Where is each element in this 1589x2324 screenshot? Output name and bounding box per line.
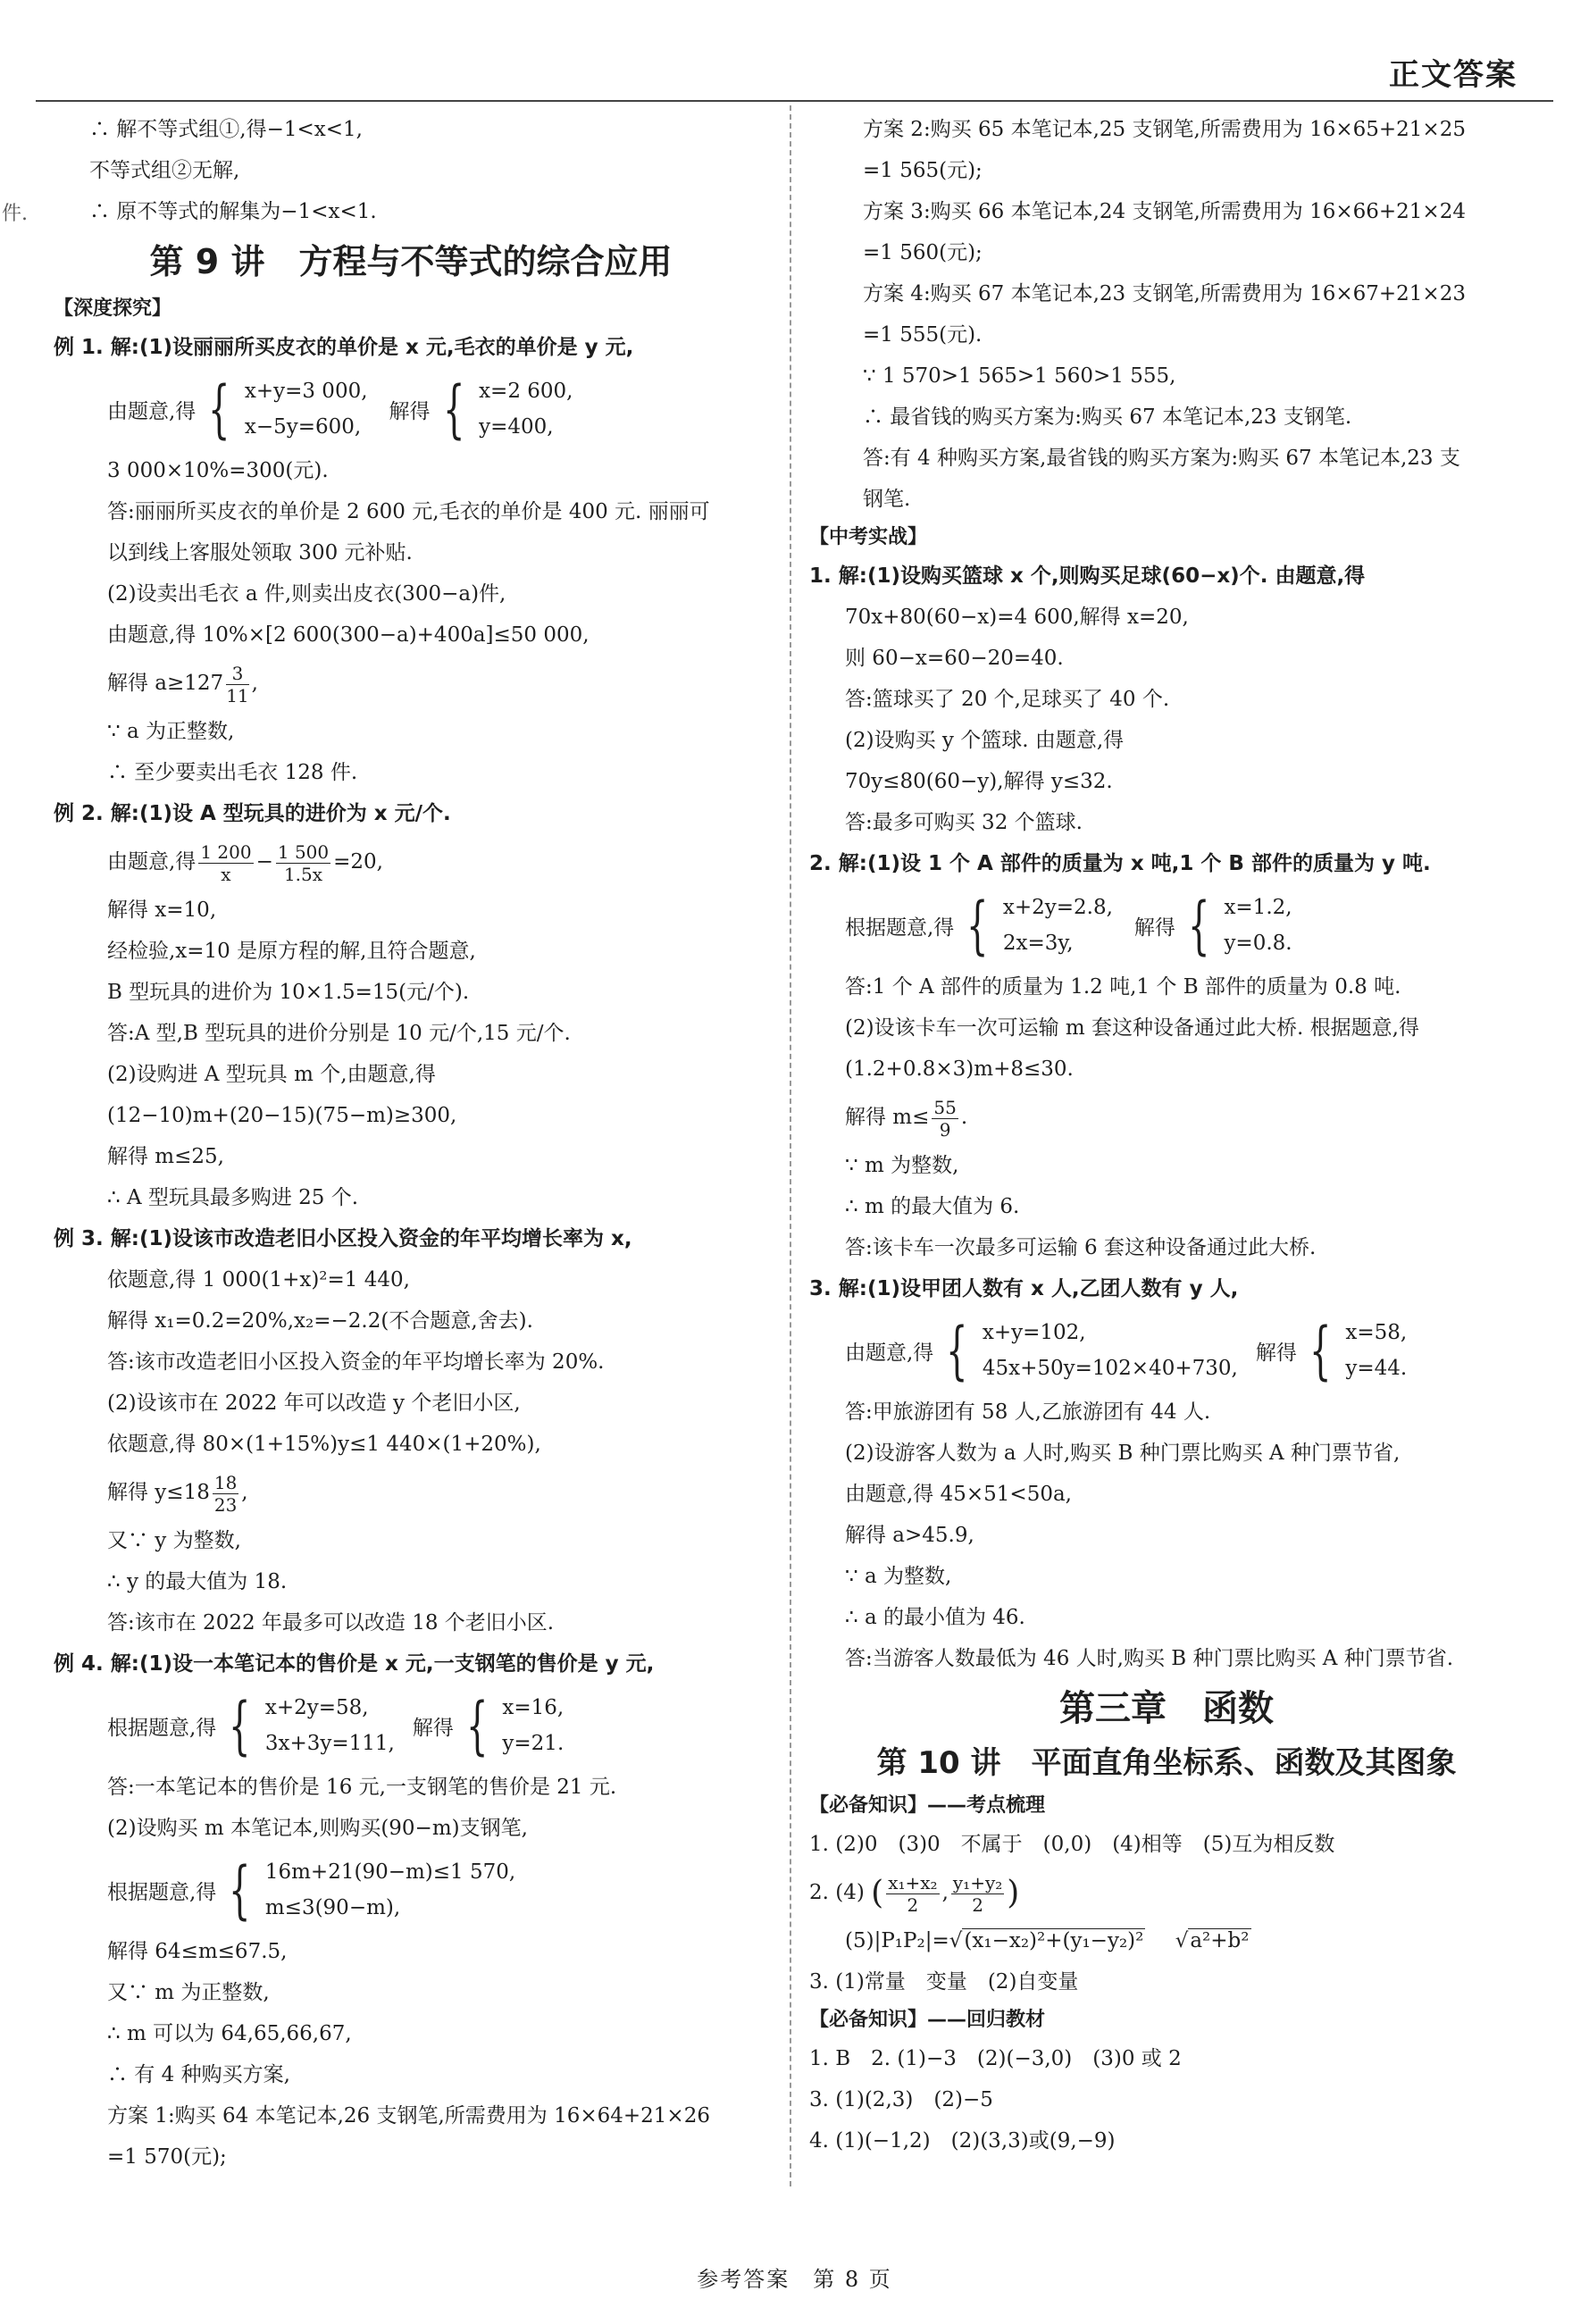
question-3-line: 答:当游客人数最低为 46 人时,购买 B 种门票比购买 A 种门票节省. — [845, 1647, 1454, 1670]
question-1-line: (2)设购买 y 个篮球. 由题意,得 — [845, 729, 1125, 752]
plan-line: 方案 3:购买 66 本笔记本,24 支钢笔,所需费用为 16×66+21×24 — [863, 200, 1466, 223]
example-4-line: 又∵ m 为正整数, — [107, 1981, 270, 2004]
example-4-line: 答:一本笔记本的售价是 16 元,一支钢笔的售价是 21 元. — [107, 1776, 617, 1799]
lecture-9-title: 第 9 讲 方程与不等式的综合应用 — [149, 242, 673, 281]
question-3-line: 答:甲旅游团有 58 人,乙旅游团有 44 人. — [845, 1400, 1211, 1424]
example-4-line: (2)设购买 m 本笔记本,则购买(90−m)支钢笔, — [107, 1817, 528, 1840]
example-3-fraction-line: 解得 y≤18 $\frac{18}{23}$ , — [107, 1471, 248, 1516]
example-3-line: (2)设该市在 2022 年可以改造 y 个老旧小区, — [107, 1392, 521, 1415]
example-4-inequality-system: 根据题意,得 { 16m+21(90−m)≤1 570, m≤3(90−m), — [107, 1853, 516, 1927]
plan-line: ∵ 1 570>1 565>1 560>1 555, — [863, 364, 1176, 388]
plan-line: 方案 2:购买 65 本笔记本,25 支钢笔,所需费用为 16×65+21×25 — [863, 118, 1466, 141]
question-2-line: (1.2+0.8×3)m+8≤30. — [845, 1058, 1074, 1081]
example-2-line: 解得 x=10, — [107, 899, 217, 922]
chapter-3-title: 第三章 函数 — [1059, 1688, 1274, 1729]
question-3-line: (2)设游客人数为 a 人时,购买 B 种门票比购买 A 种门票节省, — [845, 1442, 1401, 1465]
question-1-line: 70y≤80(60−y),解得 y≤32. — [845, 770, 1113, 793]
example-2-line: 例 2. 解:(1)设 A 型玩具的进价为 x 元/个. — [54, 802, 451, 825]
plan-line: 答:有 4 种购买方案,最省钱的购买方案为:购买 67 本笔记本,23 支 — [863, 447, 1460, 470]
margin-fragment: 件. — [2, 203, 28, 225]
question-1-line: 答:篮球买了 20 个,足球买了 40 个. — [845, 688, 1170, 711]
plan-line: 钢笔. — [863, 488, 911, 511]
question-2-line: ∴ m 的最大值为 6. — [845, 1195, 1020, 1218]
page-footer: 参考答案 第 8 页 — [697, 2267, 892, 2292]
page-header-title: 正文答案 — [1389, 57, 1518, 93]
example-3-line: 例 3. 解:(1)设该市改造老旧小区投入资金的年平均增长率为 x, — [54, 1227, 632, 1250]
header-rule — [36, 100, 1553, 102]
example-3-line: 答:该市在 2022 年最多可以改造 18 个老旧小区. — [107, 1611, 555, 1634]
example-3-line: 答:该市改造老旧小区投入资金的年平均增长率为 20%. — [107, 1350, 605, 1374]
plan-line: =1 565(元); — [863, 159, 983, 182]
example-3-line: 依题意,得 80×(1+15%)y≤1 440×(1+20%), — [107, 1433, 541, 1456]
example-1-line: (2)设卖出毛衣 a 件,则卖出皮衣(300−a)件, — [107, 582, 506, 606]
question-3-line: ∵ a 为整数, — [845, 1565, 952, 1588]
example-2-line: B 型玩具的进价为 10×1.5=15(元/个). — [107, 981, 470, 1004]
example-1-fraction-line: 解得 a≥127 $\frac{3}{11}$ , — [107, 662, 258, 706]
example-1-line: ∵ a 为正整数, — [107, 720, 235, 743]
example-2-line: (2)设购进 A 型玩具 m 个,由题意,得 — [107, 1063, 436, 1086]
example-1-line: 答:丽丽所买皮衣的单价是 2 600 元,毛衣的单价是 400 元. 丽丽可 — [107, 500, 710, 523]
example-4-line: ∴ 有 4 种购买方案, — [107, 2063, 290, 2086]
question-3-line: 由题意,得 45×51<50a, — [845, 1483, 1072, 1506]
question-2-fraction-line: 解得 m≤ $\frac{55}{9}$ . — [845, 1096, 968, 1141]
question-3-system: 由题意,得 { x+y=102, 45x+50y=102×40+730, 解得 { x=58, y=44. — [845, 1314, 1408, 1387]
plan-line: =1 560(元); — [863, 241, 983, 264]
section-exam-practice: 【中考实战】 — [809, 526, 928, 548]
question-1-line: 答:最多可购买 32 个篮球. — [845, 811, 1083, 834]
example-4-line: ∴ m 可以为 64,65,66,67, — [107, 2022, 352, 2045]
right-column — [809, 109, 1524, 2161]
section-deep-explore: 【深度探究】 — [54, 297, 172, 320]
example-4-line: 例 4. 解:(1)设一本笔记本的售价是 x 元,一支钢笔的售价是 y 元, — [54, 1652, 655, 1676]
question-2-line: ∵ m 为整数, — [845, 1154, 959, 1177]
question-3-line: ∴ a 的最小值为 46. — [845, 1606, 1025, 1629]
question-2-line: 答:1 个 A 部件的质量为 1.2 吨,1 个 B 部件的质量为 0.8 吨. — [845, 975, 1401, 999]
knowledge-3: 3. (1)常量 变量 (2)自变量 — [809, 1970, 1079, 1994]
example-4-system: 根据题意,得 { x+2y=58, 3x+3y=111, 解得 { x=16, y=21. — [107, 1689, 565, 1762]
example-3-line: 又∵ y 为整数, — [107, 1529, 241, 1552]
knowledge-2: 2. (4) ( $\frac{\text{x₁+x₂}}{2}$ , $\frac{\text{y₁+y₂}}{2}$ ) — [809, 1871, 1020, 1916]
question-2-line: 答:该卡车一次最多可运输 6 套这种设备通过此大桥. — [845, 1236, 1317, 1259]
example-1-line: 3 000×10%=300(元). — [107, 459, 329, 482]
example-2-line: 答:A 型,B 型玩具的进价分别是 10 元/个,15 元/个. — [107, 1022, 571, 1045]
example-1-system: 由题意,得 { x+y=3 000, x−5y=600, 解得 { x=2 600, y=400, — [107, 372, 573, 446]
example-4-line: 方案 1:购买 64 本笔记本,26 支钢笔,所需费用为 16×64+21×26 — [107, 2104, 710, 2128]
example-2-line: ∴ A 型玩具最多购进 25 个. — [107, 1186, 359, 1209]
left-column — [54, 109, 768, 2178]
textbook-answer-3: 3. (1)(2,3) (2)−5 — [809, 2088, 993, 2111]
plan-line: ∴ 最省钱的购买方案为:购买 67 本笔记本,23 支钢笔. — [863, 405, 1352, 429]
example-3-line: ∴ y 的最大值为 18. — [107, 1570, 288, 1593]
example-1-line: ∴ 至少要卖出毛衣 128 件. — [107, 761, 358, 784]
intro-line: ∴ 原不等式的解集为−1<x<1. — [89, 200, 377, 223]
column-divider — [790, 105, 791, 2186]
question-3-line: 解得 a>45.9, — [845, 1524, 974, 1547]
example-2-line: (12−10)m+(20−15)(75−m)≥300, — [107, 1104, 457, 1127]
intro-line: ∴ 解不等式组①,得−1<x<1, — [89, 118, 363, 141]
example-3-line: 依题意,得 1 000(1+x)²=1 440, — [107, 1268, 410, 1292]
question-3-line: 3. 解:(1)设甲团人数有 x 人,乙团人数有 y 人, — [809, 1277, 1239, 1300]
section-back-to-textbook: 【必备知识】——回归教材 — [809, 2009, 1046, 2031]
question-1-line: 70x+80(60−x)=4 600,解得 x=20, — [845, 606, 1189, 629]
example-4-line: =1 570(元); — [107, 2145, 227, 2169]
example-1-line: 由题意,得 10%×[2 600(300−a)+400a]≤50 000, — [107, 623, 590, 647]
textbook-answer-1: 1. B 2. (1)−3 (2)(−3,0) (3)0 或 2 — [809, 2047, 1182, 2070]
example-2-line: 解得 m≤25, — [107, 1145, 224, 1168]
example-2-line: 经检验,x=10 是原方程的解,且符合题意, — [107, 940, 476, 963]
example-1-line: 以到线上客服处领取 300 元补贴. — [107, 541, 413, 564]
question-1-line: 则 60−x=60−20=40. — [845, 647, 1064, 670]
knowledge-1: 1. (2)0 (3)0 不属于 (0,0) (4)相等 (5)互为相反数 — [809, 1833, 1335, 1856]
question-2-system: 根据题意,得 { x+2y=2.8, 2x=3y, 解得 { x=1.2, y=0.8. — [845, 889, 1292, 962]
plan-line: 方案 4:购买 67 本笔记本,23 支钢笔,所需费用为 16×67+21×23 — [863, 282, 1466, 305]
example-3-line: 解得 x₁=0.2=20%,x₂=−2.2(不合题意,舍去). — [107, 1309, 533, 1333]
lecture-10-title: 第 10 讲 平面直角坐标系、函数及其图象 — [876, 1745, 1457, 1781]
question-2-line: 2. 解:(1)设 1 个 A 部件的质量为 x 吨,1 个 B 部件的质量为 y 吨. — [809, 852, 1431, 875]
example-2-equation: 由题意,得 $\frac{1 200}{x}$ − $\frac{1 500}{1.5x}$ =20, — [107, 840, 383, 885]
question-2-line: (2)设该卡车一次可运输 m 套这种设备通过此大桥. 根据题意,得 — [845, 1016, 1419, 1040]
intro-line: 不等式组②无解, — [89, 159, 240, 182]
question-1-line: 1. 解:(1)设购买篮球 x 个,则购买足球(60−x)个. 由题意,得 — [809, 564, 1366, 588]
section-essential-knowledge: 【必备知识】——考点梳理 — [809, 1794, 1046, 1817]
textbook-answer-4: 4. (1)(−1,2) (2)(3,3)或(9,−9) — [809, 2129, 1116, 2153]
example-4-line: 解得 64≤m≤67.5, — [107, 1940, 288, 1963]
plan-line: =1 555(元). — [863, 323, 983, 347]
example-1-line: 例 1. 解:(1)设丽丽所买皮衣的单价是 x 元,毛衣的单价是 y 元, — [54, 336, 634, 359]
knowledge-2-distance: (5)|P₁P₂|=√(x₁−x₂)²+(y₁−y₂)² √a²+b² — [845, 1929, 1250, 1952]
